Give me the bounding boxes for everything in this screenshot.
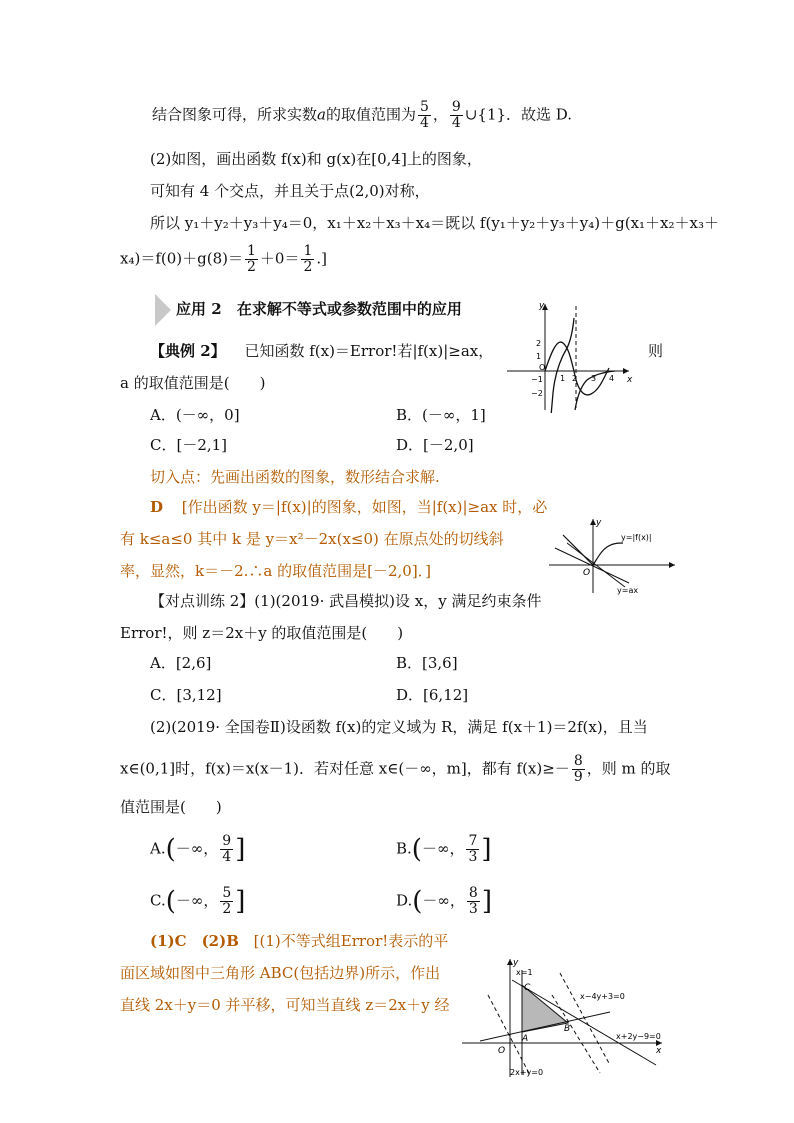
example2-text: 已知函数 f(x)＝Error!若|f(x)|≥ax， [244,342,494,360]
svg-text:A: A [522,1034,529,1044]
q2-option-c: C.(－∞， $\frac{5}{2}$ ] [150,885,246,917]
example2-line2: a 的取值范围是( ) [120,374,266,392]
application-title: 在求解不等式或参数范围中的应用 [236,300,462,318]
example2-tag: 【典例 2】 [150,342,226,360]
svg-text:x+2y−9=0: x+2y−9=0 [616,1032,661,1041]
svg-text:y=ax: y=ax [617,586,639,595]
part2-line2: 可知有 4 个交点，并且关于点(2,0)对称， [150,182,430,200]
training2-line1: 【对点训练 2】(1)(2019· 武昌模拟)设 x，y 满足约束条件 [150,592,542,610]
part2-line3: 所以 y₁＋y₂＋y₃＋y₄＝0，x₁＋x₂＋x₃＋x₄＝既以 f(y₁＋y₂＋y₃＋y₄)＋g(x₁＋x₂＋x₃＋ [150,214,719,232]
example2-option-c: C．[－2,1] [150,436,228,454]
application-label: 应用 2 [176,300,222,318]
svg-text:−1: −1 [531,375,543,384]
svg-text:y=|f(x)|: y=|f(x)| [621,533,652,542]
svg-text:2: 2 [536,339,542,348]
svg-text:x: x [627,375,633,385]
svg-text:y: y [596,518,602,528]
example2-tail: 则 [648,342,664,360]
svg-text:2: 2 [572,374,578,383]
answer2-text1: [作出函数 y＝|f(x)|的图象，如图，当|f(x)|≥ax 时，必 [181,498,548,516]
svg-text:1: 1 [536,352,542,361]
example2-option-b: B．(－∞，1] [396,406,486,424]
answer3-letters: (1)C (2)B [150,932,239,950]
q2-option-d: D.(－∞， $\frac{8}{3}$ ] [396,885,492,917]
fraction-9-4: $\frac{9}{4}$ [451,99,461,131]
svg-text:x−4y+3=0: x−4y+3=0 [580,992,625,1001]
svg-text:−2: −2 [531,389,543,398]
fraction-1-2a: $\frac{1}{2}$ [246,243,256,275]
svg-text:2x+y=0: 2x+y=0 [510,1068,544,1077]
answer3-line3: 直线 2x＋y＝0 并平移，可知当直线 z＝2x＋y 经 [120,996,450,1014]
svg-text:3: 3 [591,374,597,383]
conclusion-text: 结合图象可得，所求实数 [152,105,318,124]
answer3-text1: [(1)不等式组Error!表示的平 [253,932,449,950]
q2-option-a: A.(－∞， $\frac{9}{4}$ ] [150,833,246,865]
q2-line2: x∈(0,1]时，f(x)＝x(x－1)．若对任意 x∈(－∞，m]，都有 f(x)≥－ $\frac{8}{9}$ ，则 m 的取 [120,753,671,785]
training2-option-a: A．[2,6] [150,654,212,672]
application-marker-icon [155,294,171,330]
cut-in-point: 切入点：先画出函数的图象，数形结合求解. [150,468,440,486]
svg-text:x: x [656,1046,662,1056]
training2-option-b: B．[3,6] [396,654,458,672]
fraction-1-2b: $\frac{1}{2}$ [303,243,313,275]
example2-option-d: D．[－2,0] [396,436,474,454]
svg-text:4: 4 [609,374,615,383]
answer3-line1 [150,930,448,952]
answer2-line1 [150,496,547,518]
training2-line2: Error!，则 z＝2x＋y 的取值范围是( ) [120,624,404,642]
conclusion-line: 结合图象可得，所求实数a的取值范围为 $\frac{5}{4}$ ， $\frac{9}{4}$ ∪{1}．故选 D. [152,99,573,131]
figure-feasible-region [460,955,672,1084]
q2-line1: (2)(2019· 全国卷Ⅱ)设函数 f(x)的定义域为 R，满足 f(x＋1)＝2f(x)，且当 [150,718,648,736]
svg-text:1: 1 [560,374,566,383]
training2-option-d: D．[6,12] [396,686,469,704]
part2-line4: x₄)＝f(0)＋g(8)＝ $\frac{1}{2}$ ＋0＝ $\frac{1}{2}$ .] [120,243,327,275]
svg-text:O: O [583,568,591,578]
svg-text:O: O [539,363,546,372]
svg-text:C: C [524,983,531,993]
answer3-line2: 面区域如图中三角形 ABC(包括边界)所示，作出 [120,964,441,982]
svg-text:y: y [539,301,545,311]
training2-option-c: C．[3,12] [150,686,222,704]
example2-option-a: A．(－∞，0] [150,406,240,424]
fraction-8-9: $\frac{8}{9}$ [573,753,583,785]
svg-text:O: O [498,1046,506,1056]
example2-line1 [150,340,493,362]
figure-f-g-graph [505,298,635,417]
answer2-line3: 率，显然，k＝－2.∴a 的取值范围是[－2,0]．] [120,562,432,580]
var-a: a [317,105,326,124]
answer2-line2: 有 k≤a≤0 其中 k 是 y＝x²－2x(x≤0) 在原点处的切线斜 [120,530,504,548]
answer2-letter: D [150,498,164,516]
svg-text:B: B [564,1024,571,1034]
q2-line3: 值范围是( ) [120,798,222,816]
answer-d-text: ∪{1}．故选 D. [464,105,573,124]
figure-abs-f-graph [545,515,685,599]
q2-option-b: B.(－∞， $\frac{7}{3}$ ] [396,833,492,865]
application-header [176,298,462,320]
part2-line1: (2)如图，画出函数 f(x)和 g(x)在[0,4]上的图象， [150,150,482,168]
svg-text:x=1: x=1 [516,968,533,977]
fraction-5-4: $\frac{5}{4}$ [419,99,429,131]
range-text: 的取值范围为 [325,105,416,124]
svg-text:y: y [513,958,519,968]
